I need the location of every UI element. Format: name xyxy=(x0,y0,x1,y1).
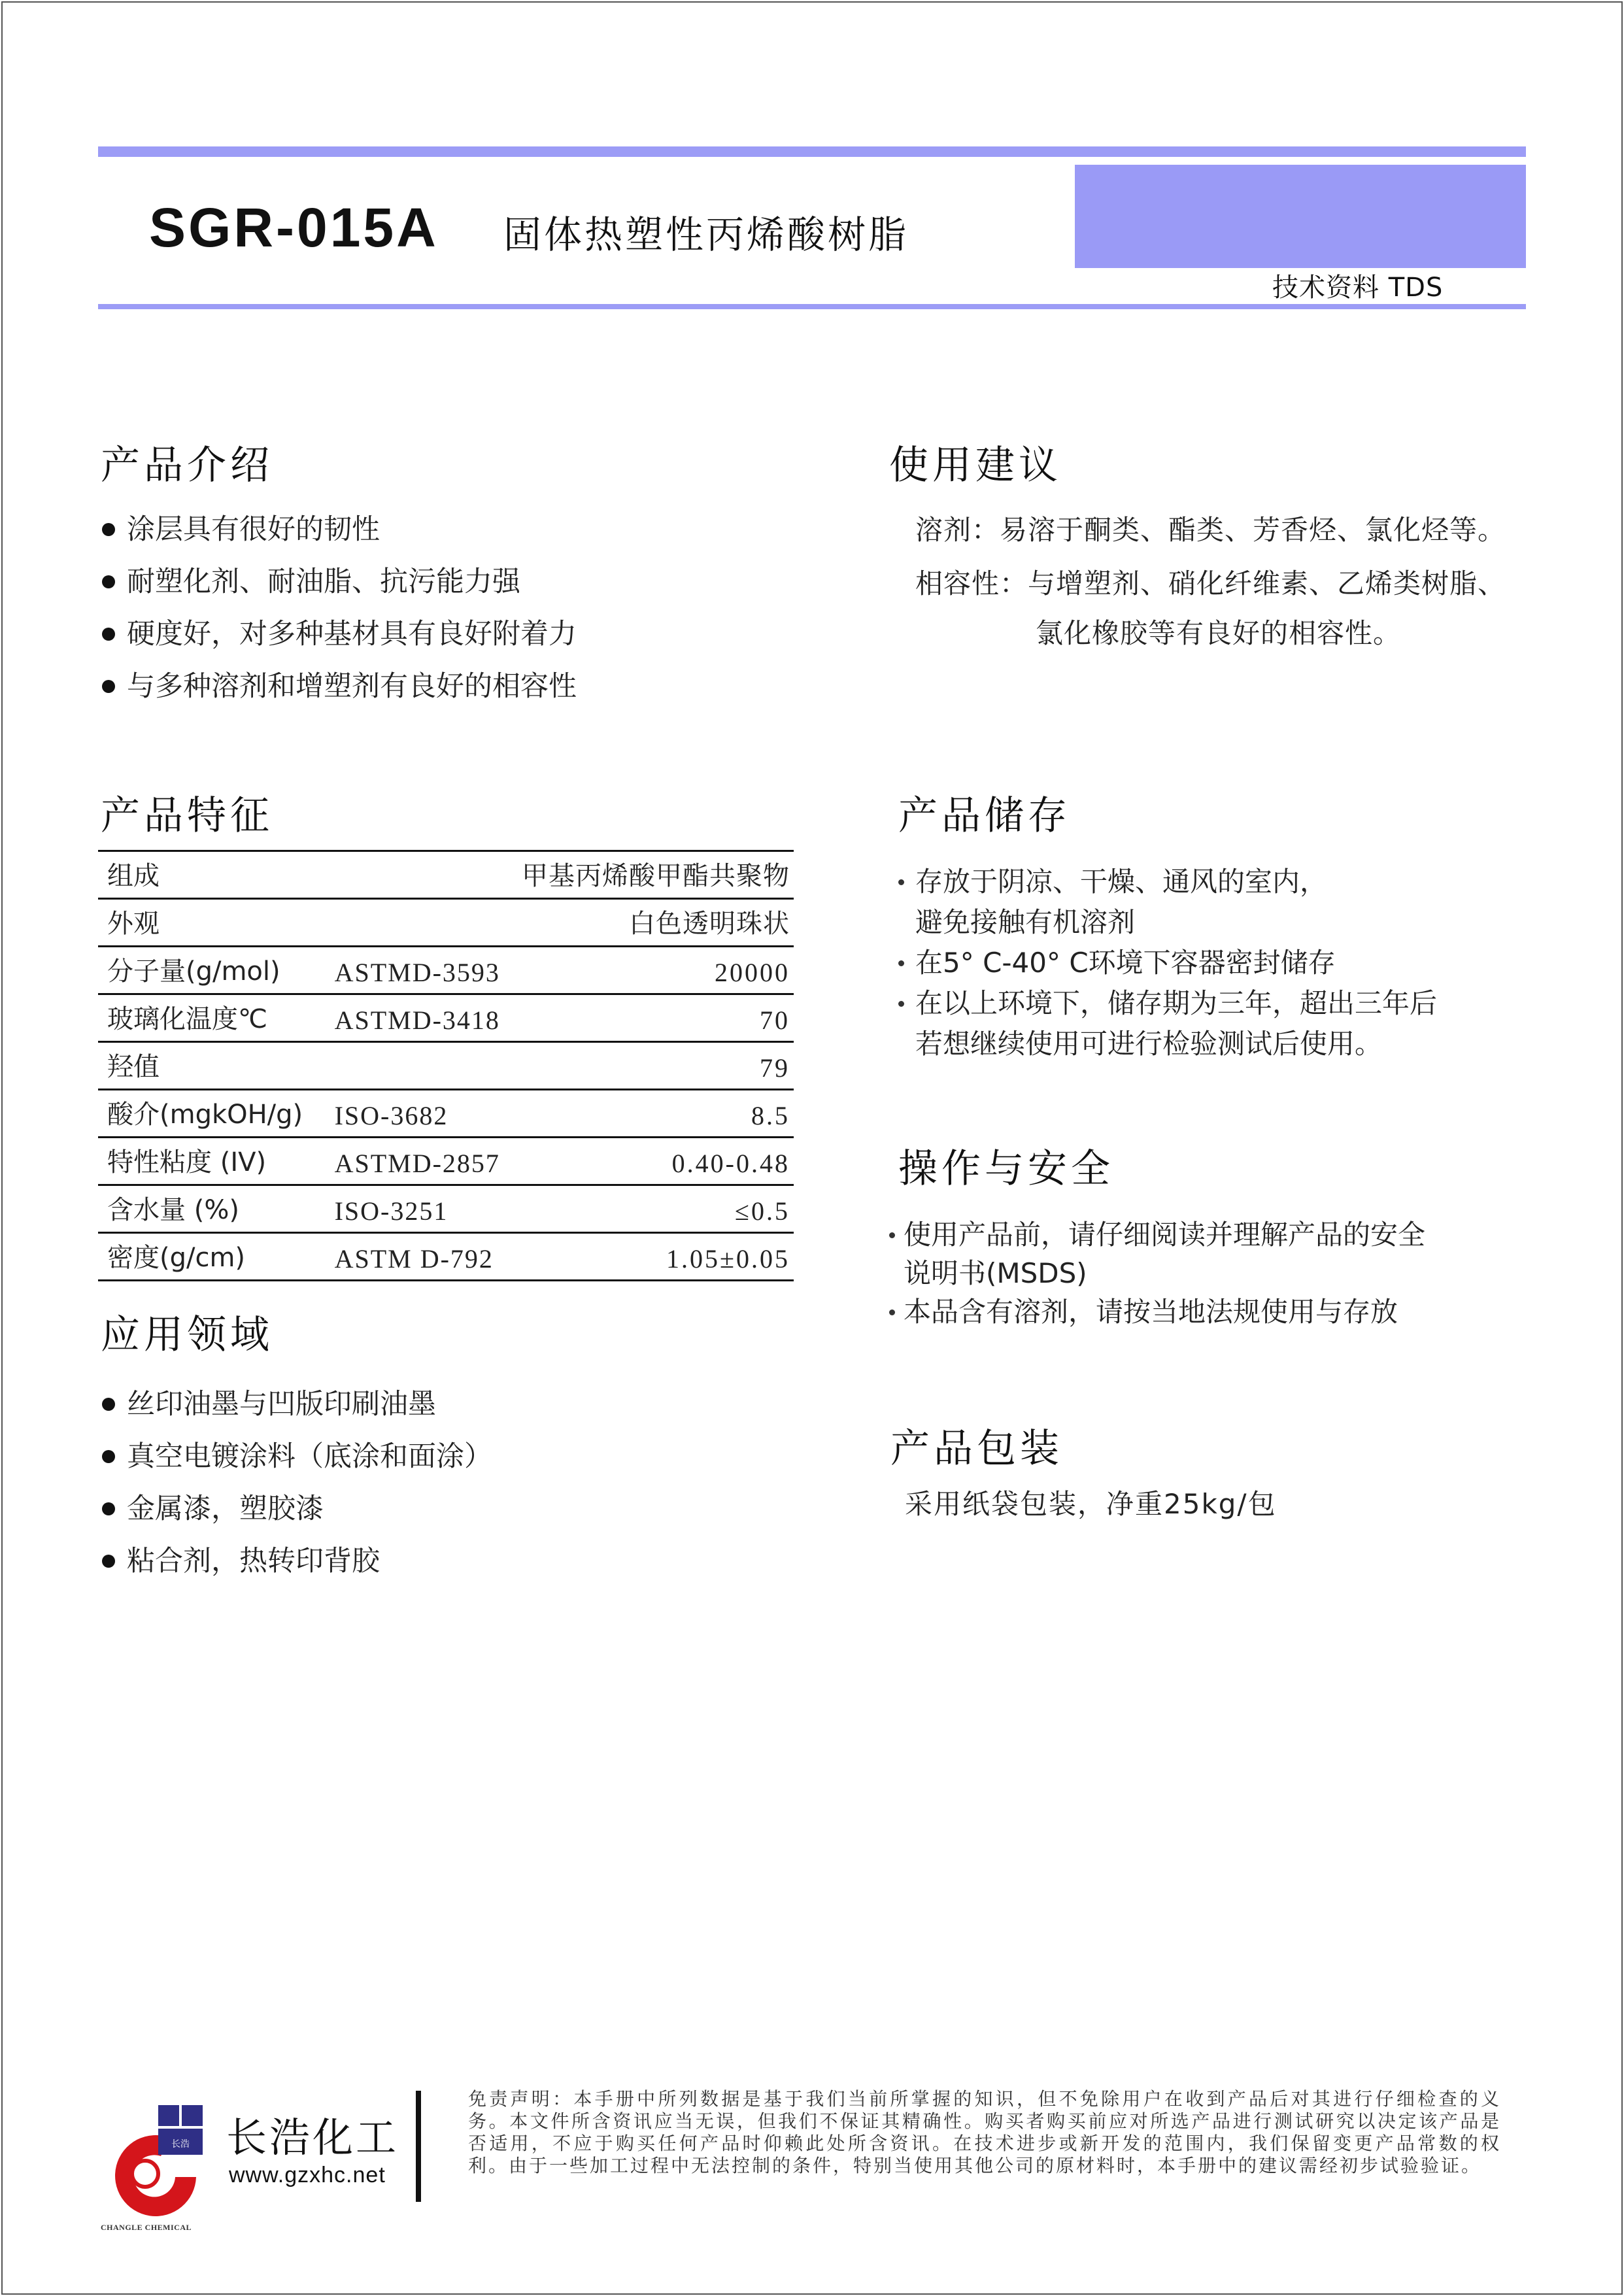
list-item: 金属漆，塑胶漆 xyxy=(102,1483,492,1535)
packaging-text: 采用纸袋包装，净重25kg/包 xyxy=(905,1488,1277,1520)
logo-square-2 xyxy=(182,2105,203,2126)
bullet-icon xyxy=(898,1001,904,1007)
spec-name: 密度(g/cm) xyxy=(107,1243,246,1273)
storage-list xyxy=(915,862,1437,1064)
usage-solvent: 溶剂：易溶于酮类、酯类、芳香烃、氯化烃等。 xyxy=(915,514,1506,546)
company-logo xyxy=(98,2099,209,2223)
bullet-icon xyxy=(102,523,115,536)
spec-value: 20000 xyxy=(715,958,790,987)
intro-list xyxy=(102,503,577,713)
bullet-icon xyxy=(102,1502,115,1515)
bullet-icon xyxy=(898,879,904,885)
features-title: 产品特征 xyxy=(101,793,273,839)
spec-name: 组成 xyxy=(107,861,160,891)
company-name: 长浩化工 xyxy=(226,2114,399,2161)
header-accent-block xyxy=(1075,165,1526,268)
applications-list xyxy=(102,1378,492,1587)
product-name: 固体热塑性丙烯酸树脂 xyxy=(503,212,909,257)
table-row xyxy=(98,1090,794,1138)
spec-name: 玻璃化温度℃ xyxy=(107,1004,267,1034)
spec-name: 酸介(mgkOH/g) xyxy=(107,1100,303,1130)
usage-compat-line1: 相容性：与增塑剂、硝化纤维素、乙烯类树脂、 xyxy=(915,567,1506,599)
spec-value: 70 xyxy=(760,1005,790,1035)
doc-type-label: 技术资料 TDS xyxy=(1272,273,1444,303)
applications-title: 应用领域 xyxy=(101,1312,273,1358)
spec-method xyxy=(335,851,522,899)
safety-title: 操作与安全 xyxy=(898,1146,1114,1192)
table-row xyxy=(98,947,794,994)
packaging-title: 产品包装 xyxy=(890,1426,1063,1472)
logo-inner-ring xyxy=(132,2161,158,2187)
bullet-icon xyxy=(898,960,904,966)
table-row xyxy=(98,851,794,899)
spec-name: 羟值 xyxy=(107,1052,160,1082)
intro-title: 产品介绍 xyxy=(101,443,273,488)
table-row xyxy=(98,994,794,1042)
spec-method: ASTMD-3593 xyxy=(334,958,500,987)
storage-title: 产品储存 xyxy=(898,793,1071,839)
product-code: SGR-015A xyxy=(149,197,439,258)
spec-name: 含水量 (%) xyxy=(107,1195,239,1225)
list-item: 在5° C-40° C环境下容器密封储存 xyxy=(915,943,1437,983)
footer-divider xyxy=(416,2091,421,2202)
usage-compat-line2: 氯化橡胶等有良好的相容性。 xyxy=(1036,617,1402,649)
spec-table xyxy=(98,850,794,1281)
spec-method: ISO-3682 xyxy=(334,1101,448,1130)
spec-value: 白色透明珠状 xyxy=(629,909,790,939)
spec-value: 甲基丙烯酸甲酯共聚物 xyxy=(522,861,790,891)
header-bottom-rule xyxy=(98,304,1526,309)
spec-method: ASTM D-792 xyxy=(334,1244,494,1274)
list-item: 存放于阴凉、干燥、通风的室内， 避免接触有机溶剂 xyxy=(915,862,1437,943)
bullet-icon xyxy=(102,628,115,641)
table-row xyxy=(98,899,794,947)
list-item: 使用产品前，请仔细阅读并理解产品的安全 说明书(MSDS) xyxy=(904,1215,1425,1292)
list-item: 与多种溶剂和增塑剂有良好的相容性 xyxy=(102,660,577,713)
list-item: 真空电镀涂料（底涂和面涂） xyxy=(102,1430,492,1483)
spec-method: ASTMD-3418 xyxy=(334,1005,500,1035)
table-row xyxy=(98,1185,794,1233)
spec-name: 外观 xyxy=(107,909,160,939)
spec-name: 特性粘度 (IV) xyxy=(107,1147,267,1177)
list-item: 丝印油墨与凹版印刷油墨 xyxy=(102,1378,492,1430)
spec-value: ≤0.5 xyxy=(735,1196,790,1226)
spec-value: 8.5 xyxy=(751,1101,790,1130)
usage-title: 使用建议 xyxy=(889,443,1062,488)
spec-method: ISO-3251 xyxy=(334,1196,448,1226)
spec-name: 分子量(g/mol) xyxy=(107,956,280,987)
list-item: 硬度好，对多种基材具有良好附着力 xyxy=(102,608,577,660)
spec-method xyxy=(335,899,522,947)
disclaimer-text: 免责声明：本手册中所列数据是基于我们当前所掌握的知识，但不免除用户在收到产品后对其进行仔细检查的义务。本文件所含资讯应当无误，但我们不保证其精确性。购买者购买前应对所选产品进行测试研究以决定该产品是否适用，不应于购买任何产品时仰赖此处所含资讯。在技术进步或新开发的范围内，我们保留变更产品常数的权利。由于一些加工过程中无法控制的条件，特别当使用其他公司的原材料时，本手册中的建议需经初步试验验证。 xyxy=(468,2088,1501,2176)
company-website: www.gzxhc.net xyxy=(229,2163,386,2187)
spec-value: 79 xyxy=(760,1053,790,1083)
list-item: 在以上环境下，储存期为三年，超出三年后 若想继续使用可进行检验测试后使用。 xyxy=(915,983,1437,1064)
list-item: 粘合剂，热转印背胶 xyxy=(102,1535,492,1587)
header-top-rule xyxy=(98,146,1526,157)
bullet-icon xyxy=(102,575,115,588)
table-row xyxy=(98,1042,794,1090)
table-row xyxy=(98,1233,794,1281)
spec-method xyxy=(335,1042,522,1090)
bullet-icon xyxy=(889,1309,895,1315)
list-item: 本品含有溶剂，请按当地法规使用与存放 xyxy=(904,1292,1425,1332)
list-item: 涂层具有很好的韧性 xyxy=(102,503,577,556)
bullet-icon xyxy=(102,1555,115,1568)
spec-value: 1.05±0.05 xyxy=(666,1244,790,1274)
list-item: 耐塑化剂、耐油脂、抗污能力强 xyxy=(102,556,577,608)
spec-method: ASTMD-2857 xyxy=(334,1149,500,1178)
table-row xyxy=(98,1138,794,1185)
bullet-icon xyxy=(102,1398,115,1411)
bullet-icon xyxy=(102,1450,115,1463)
logo-caption: CHANGLE CHEMICAL xyxy=(101,2223,192,2232)
spec-value: 0.40-0.48 xyxy=(671,1149,790,1178)
bullet-icon xyxy=(102,680,115,693)
logo-small-text: 长浩 xyxy=(171,2139,190,2150)
safety-list xyxy=(904,1215,1425,1332)
bullet-icon xyxy=(889,1232,895,1238)
logo-square-1 xyxy=(158,2105,179,2126)
